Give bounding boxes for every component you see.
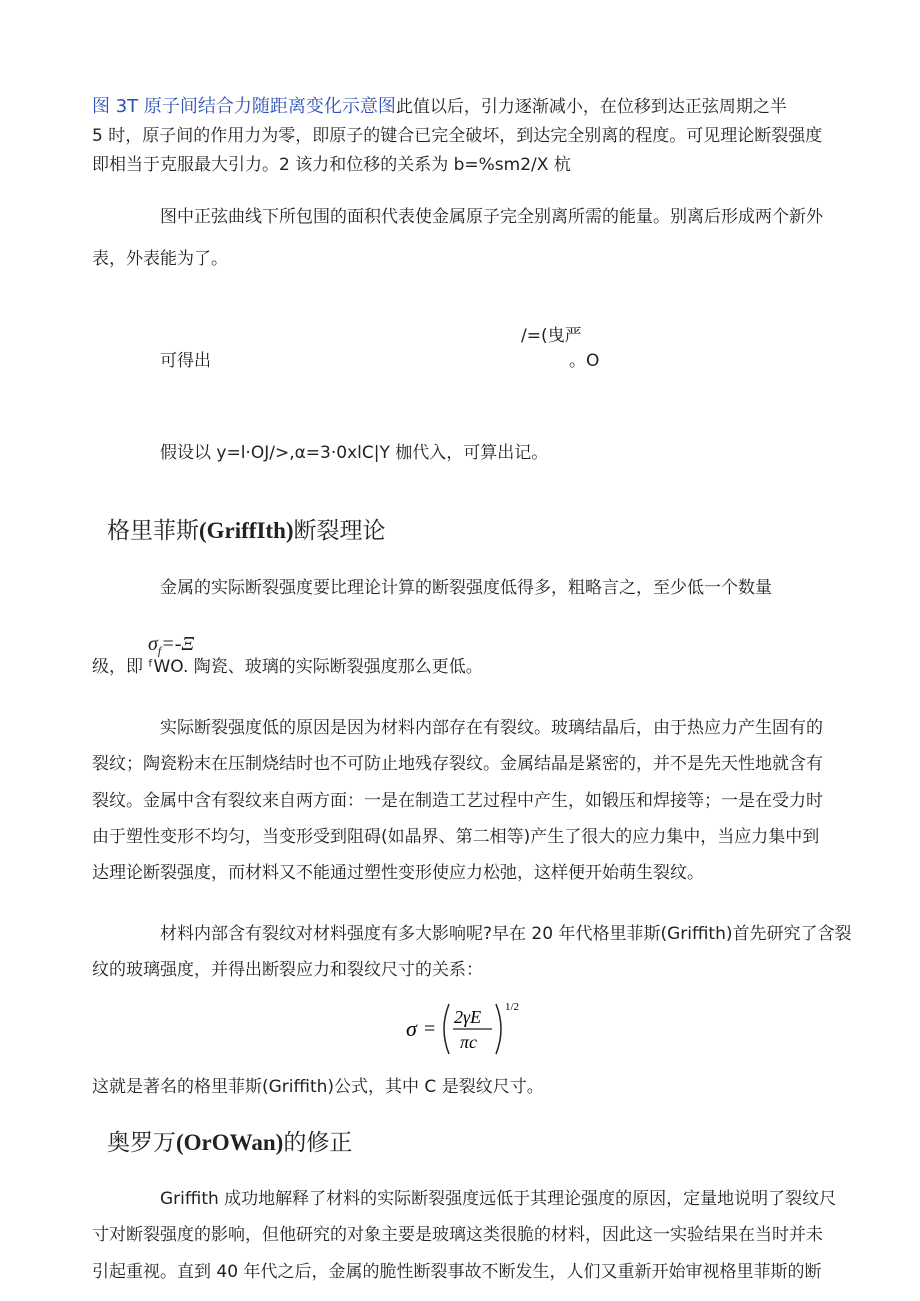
heading-1-cn: 格里菲斯: [107, 518, 199, 544]
equation-right-paren: [496, 1004, 501, 1054]
paragraph-7-line-1: 实际断裂强度低的原因是因为材料内部存在有裂纹。玻璃结晶后，由于热应力产生固有的: [160, 718, 823, 738]
paragraph-2-line-2: 表，外表能为了。: [92, 249, 228, 269]
heading-2-cn: 奥罗万: [107, 1130, 176, 1156]
paragraph-10-line-2: 寸对断裂强度的影响，但他研究的对象主要是玻璃这类很脆的材料，因此这一实验结果在当时并未: [92, 1225, 823, 1245]
paragraph-7-line-3: 裂纹。金属中含有裂纹来自两方面：一是在制造工艺过程中产生，如锻压和焊接等；一是在受力时: [92, 791, 823, 811]
formula-label: 可得出: [160, 351, 211, 371]
paragraph-9-line: 这就是著名的格里菲斯(Griffith)公式，其中 C 是裂纹尺寸。: [92, 1077, 544, 1097]
paragraph-1-line-2: 5 时，原子间的作用力为零，即原子的键合已完全破坏，到达完全别离的程度。可见理论断裂强度: [92, 126, 823, 146]
paragraph-2-line-1: 图中正弦曲线下所包围的面积代表使金属原子完全别离所需的能量。别离后形成两个新外: [160, 207, 823, 227]
heading-2-en: (OrOWan): [176, 1130, 284, 1155]
equation-numerator: 2γE: [454, 1007, 482, 1027]
paragraph-7-line-5: 达理论断裂强度，而材料又不能通过塑性变形使应力松弛，这样便开始萌生裂纹。: [92, 863, 704, 883]
equation-equals: =: [424, 1018, 436, 1040]
heading-1-cn2: 断裂理论: [293, 518, 386, 544]
equation-denominator: πc: [460, 1032, 478, 1052]
heading-orowan-correction: [107, 1124, 352, 1157]
paragraph-5-line: 金属的实际断裂强度要比理论计算的断裂强度低得多，粗略言之，至少低一个数量: [160, 578, 772, 598]
formula-rest: =-Ξ: [161, 633, 195, 655]
equation-sigma: σ: [406, 1016, 417, 1041]
heading-griffith-theory: [107, 512, 386, 545]
equation-exponent: 1/2: [505, 1001, 520, 1013]
paragraph-4-line: 假设以 y=l·OJ∕>,α=3·0xlC|Y 枷代入，可算出记。: [160, 443, 549, 463]
paragraph-8-line-1: 材料内部含有裂纹对材料强度有多大影响呢?早在 20 年代格里菲斯(Griffith)首先研究了含裂: [160, 924, 852, 944]
paragraph-1-line-1-text: 此值以后，引力逐渐减小，在位移到达正弦周期之半: [395, 97, 787, 117]
equation-left-paren: [444, 1004, 449, 1054]
griffith-equation: [404, 998, 534, 1058]
formula-end-fragment: 。O: [569, 351, 600, 371]
paragraph-6-line: 级，即 ᶠWO. 陶瓷、玻璃的实际断裂强度那么更低。: [92, 657, 483, 677]
paragraph-1-line-1: [92, 95, 787, 119]
paragraph-7-line-2: 裂纹；陶瓷粉末在压制烧结时也不可防止地残存裂纹。金属结晶是紧密的，并不是先天性地就含有: [92, 754, 823, 774]
formula-subscript: f: [157, 643, 162, 658]
heading-2-cn2: 的修正: [283, 1130, 353, 1156]
heading-1-en: (GriffIth): [199, 518, 294, 543]
figure-caption: 图 3T 原子间结合力随距离变化示意图: [92, 96, 396, 117]
formula-top-fragment: /=(曳严: [521, 326, 582, 346]
formula-sigma: σ: [148, 633, 158, 655]
paragraph-1-line-3: 即相当于克服最大引力。2 该力和位移的关系为 b=%sm2/X 杭: [92, 155, 571, 175]
paragraph-10-line-3: 引起重视。直到 40 年代之后，金属的脆性断裂事故不断发生，人们又重新开始审视格里菲斯的断: [92, 1262, 822, 1282]
paragraph-8-line-2: 纹的玻璃强度，并得出断裂应力和裂纹尺寸的关系：: [92, 960, 483, 980]
paragraph-10-line-1: Griffith 成功地解释了材料的实际断裂强度远低于其理论强度的原因，定量地说明了裂纹尺: [160, 1189, 837, 1209]
paragraph-7-line-4: 由于塑性变形不均匀，当变形受到阻碍(如晶界、第二相等)产生了很大的应力集中，当应力集中到: [92, 827, 820, 847]
